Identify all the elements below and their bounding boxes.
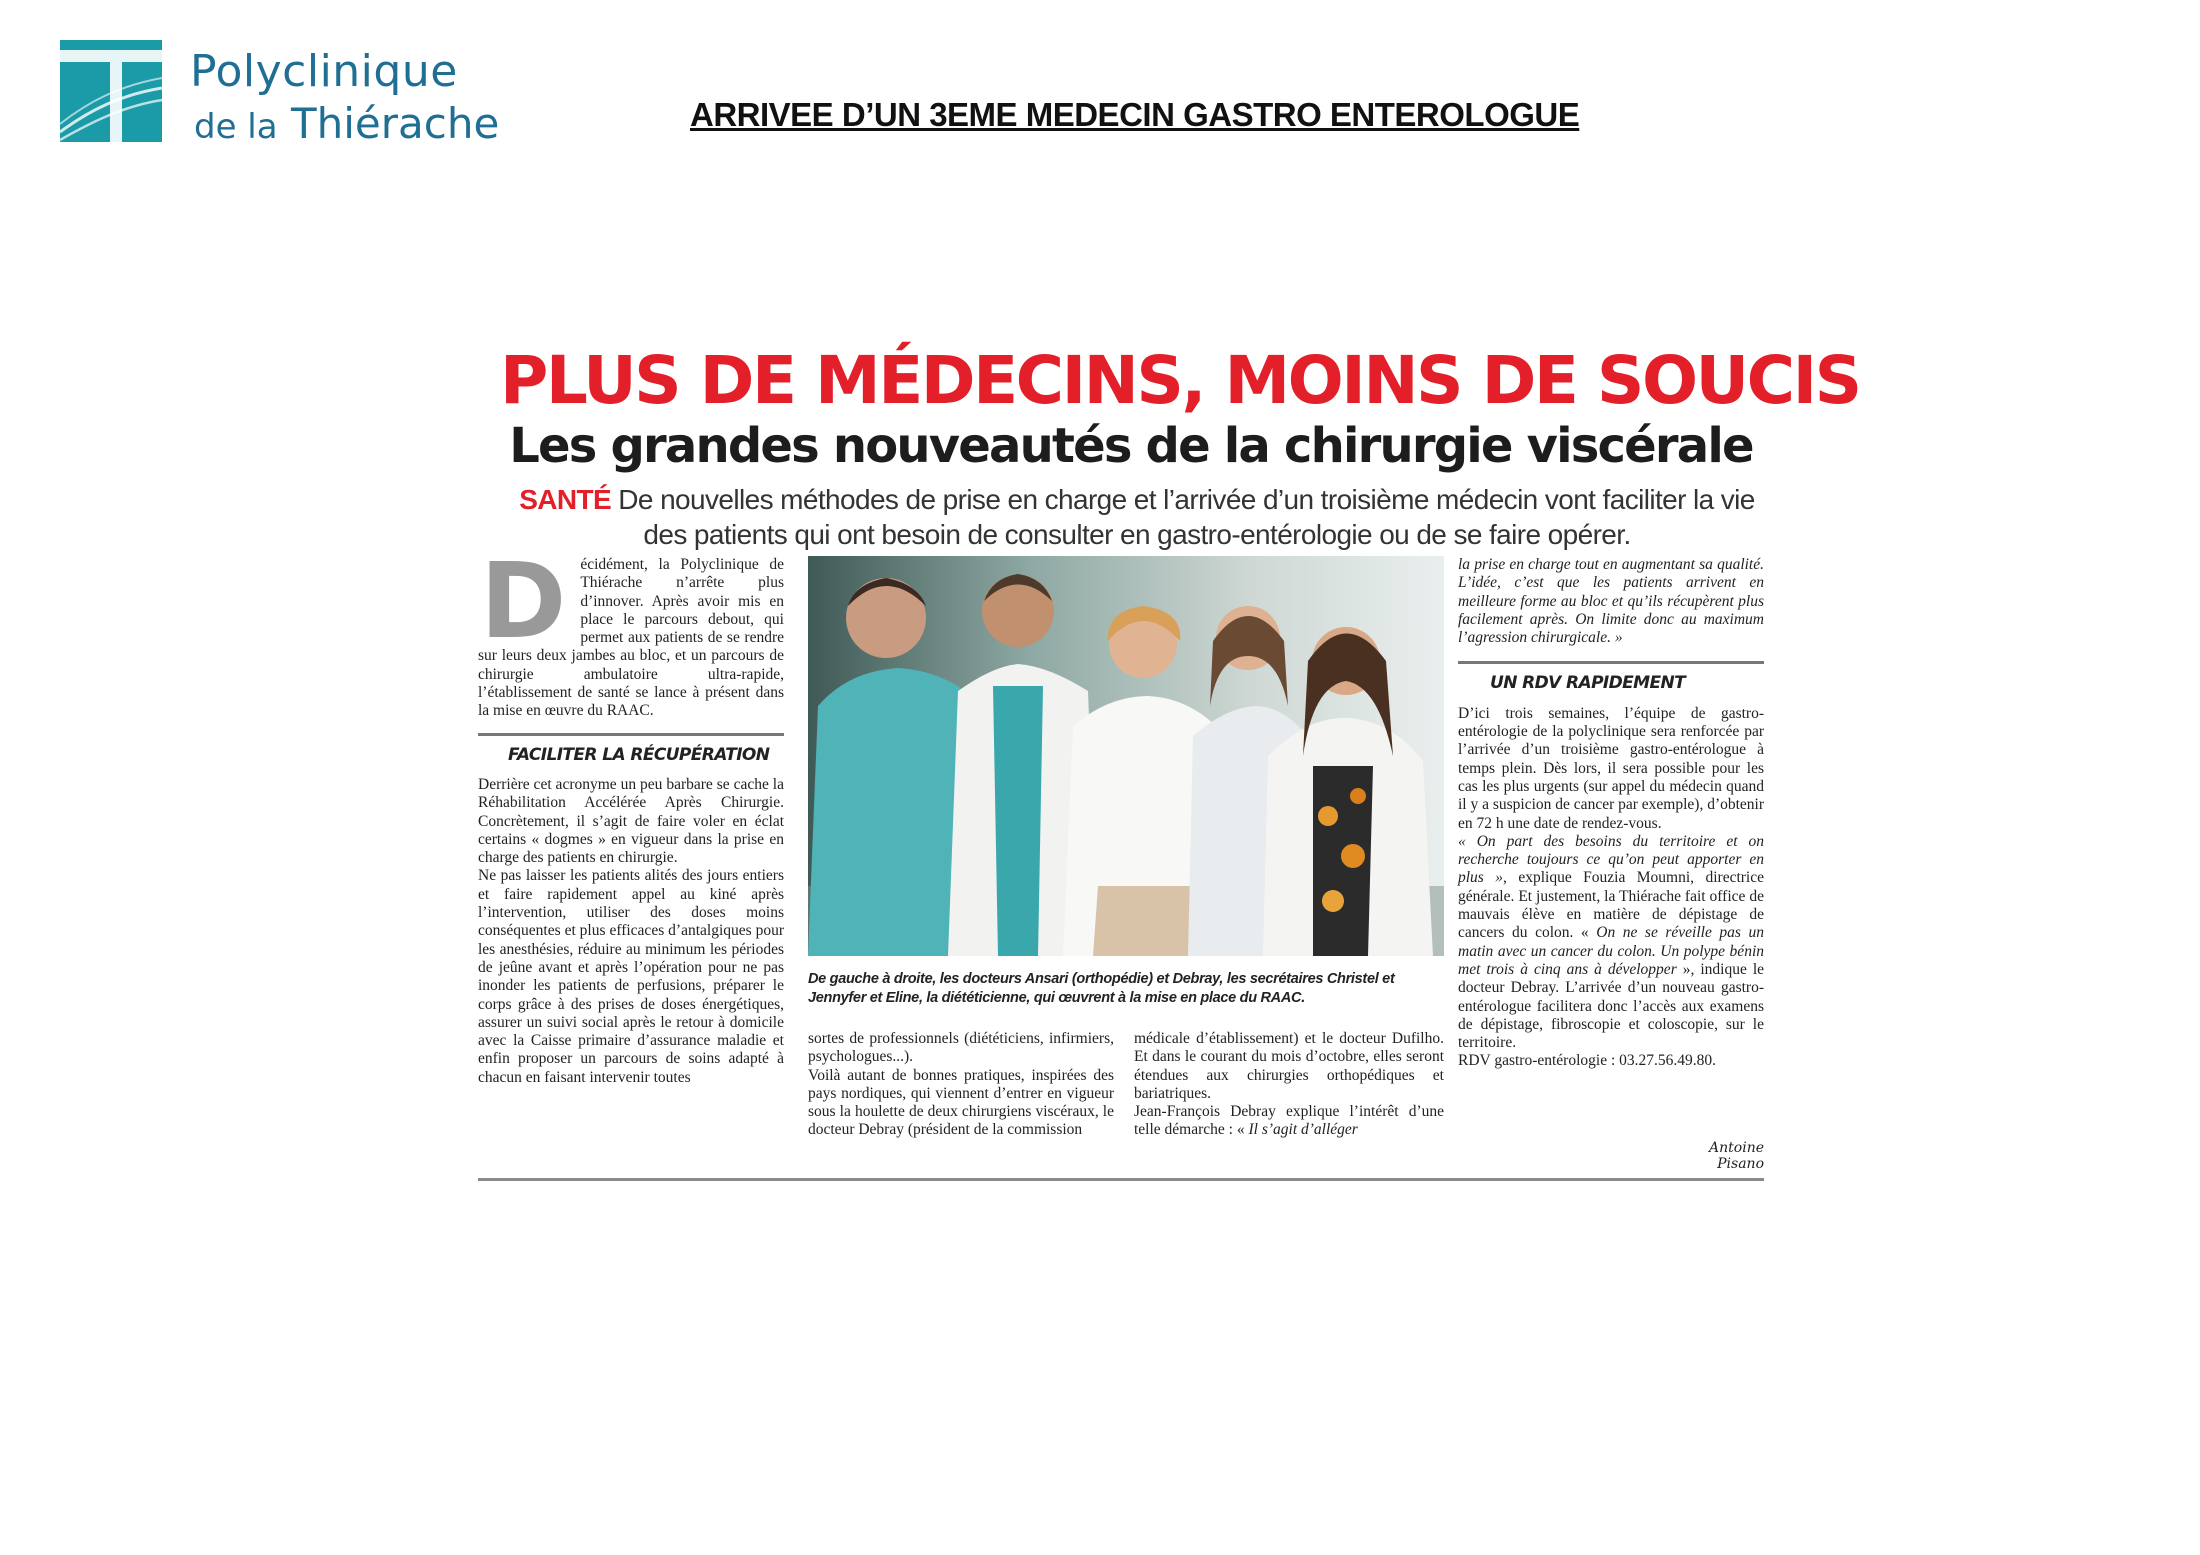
col2a-paragraph-2: Voilà autant de bonnes pratiques, inspirées des pays nordiques, qui viennent d’entrer en vigueur sous la houlette de deux chirurgiens viscéraux, le docteur Debray (président de la commission xyxy=(808,1066,1114,1139)
article-kicker: SANTÉ xyxy=(519,484,612,515)
article-column-3 xyxy=(1458,556,1764,1071)
section2-text-3: », indique le docteur Debray. L’arrivée d’un nouveau gastro-entérologue facilitera donc l’accès aux examens de dépistage, fibroscopie et coloscopie, sur le territoire. xyxy=(1458,960,1765,1052)
section2-paragraph-4: RDV gastro-entérologie : 03.27.56.49.80. xyxy=(1458,1052,1717,1070)
col2a-paragraph-1: sortes de professionnels (diététiciens, infirmiers, psychologues...). xyxy=(808,1030,1114,1066)
logo-line1: Polyclinique xyxy=(190,46,458,97)
col3-quote: la prise en charge tout en augmentant sa qualité. L’idée, c’est que les patients arrivent en meilleure forme au bloc et qu’ils récupèrent plus facilement après. On limite donc au maximum l’agression chirurgicale. » xyxy=(1458,556,1764,647)
article-standfirst xyxy=(502,482,1772,552)
section-heading-rdv: UN RDV RAPIDEMENT xyxy=(1458,661,1764,692)
author-signature: Antoine Pisano xyxy=(1709,1140,1764,1172)
article-column-1 xyxy=(478,540,784,1087)
logo-line2 xyxy=(190,98,499,153)
article-subhead: Les grandes nouveautés de la chirurgie viscérale xyxy=(509,418,1753,474)
polyclinique-logo xyxy=(60,40,520,160)
section1-paragraph-1: Derrière cet acronyme un peu barbare se cache la Réhabilitation Accélérée Après Chirurgie. Concrètement, il s’agit de faire voler en éclat certains « dogmes » en vigueur dans la prise en charge des patients en chirurgie. xyxy=(478,775,784,867)
section-heading-recuperation: FACILITER LA RÉCUPÉRATION xyxy=(478,733,784,764)
section1-paragraph-2: Ne pas laisser les patients alités des jours entiers et faire rapidement appel au kiné après l’intervention, utiliser des doses moins conséquentes et plus efficaces d’antalgiques pour les anesthésies, réduire au minimum les périodes de jeûne avant et après l’opération pour ne pas inonder les patients de perfusions, préparer le corps grâce à des prises de doses énergétiques, assurer un suivi social après le retour à domicile avec la Caisse primaire d’assurance maladie et enfin proposer un parcours de soins adapté à chacun en faisant intervenir toutes xyxy=(478,867,784,1086)
team-photo xyxy=(808,556,1444,956)
section2-paragraph-2 xyxy=(1458,833,1764,1053)
article-standfirst-text: De nouvelles méthodes de prise en charge et l’arrivée d’un troisième médecin vont faciliter la vie des patients qui ont besoin de consulter en gastro-entérologie ou de se faire opérer. xyxy=(618,484,1755,550)
col2b-paragraph-2 xyxy=(1134,1103,1444,1140)
bottom-rule xyxy=(478,1178,1764,1181)
photo-caption: De gauche à droite, les docteurs Ansari (orthopédie) et Debray, les secrétaires Christel et Jennyfer et Eline, la diététicienne, qui œuvrent à la mise en place du RAAC. xyxy=(808,971,1395,1006)
newspaper-article xyxy=(478,330,1860,1190)
section2-text-2: , explique Fouzia Moumni, directrice générale. Et justement, la Thiérache fait office de mauvais élève en matière de dépistage de cancers du colon. « xyxy=(1458,869,1764,942)
document-title: ARRIVEE D’UN 3EME MEDECIN GASTRO ENTEROLOGUE xyxy=(690,96,1580,133)
article-column-2a xyxy=(808,1030,1114,1140)
section2-paragraph-1: D’ici trois semaines, l’équipe de gastro-entérologie de la polyclinique sera renforcée par l’arrivée d’un troisième gastro-entérologue à temps plein. Dès lors, il sera possible pour les cas les plus urgents (sur appel du médecin quand il y a suspicion de cancer par exemple), d’obtenir en 72 h une date de rendez-vous. xyxy=(1458,704,1765,832)
logo-wordmark xyxy=(190,46,499,153)
col2b-paragraph-1: médicale d’établissement) et le docteur Dufilho. Et dans le courant du mois d’octobre, elles seront étendues aux chirurgies orthopédiques et bariatriques. xyxy=(1134,1030,1444,1102)
article-headline: PLUS DE MÉDECINS, MOINS DE SOUCIS xyxy=(500,342,1860,419)
dropcap: D xyxy=(480,540,567,662)
polyclinique-logo-icon xyxy=(60,40,162,142)
article-column-2b xyxy=(1134,1030,1444,1140)
section2-quote-1: « On part des besoins du territoire et on recherche toujours ce qu’on peut apporter en plus » xyxy=(1458,832,1764,887)
article-intro: écidément, la Polyclinique de Thiérache n’arrête plus d’innover. Après avoir mis en place le parcours debout, qui permet aux patients de se rendre sur leurs deux jambes au bloc, et un parcours de chirurgie ambulatoire ultra-rapide, l’établissement de santé se lance à présent dans la mise en œuvre du RAAC. xyxy=(478,556,784,720)
logo-line2-big: Thiérache xyxy=(290,99,500,148)
col2b-lead: Jean-François Debray explique l’intérêt d’une telle démarche : « xyxy=(1134,1103,1444,1139)
section2-quote-2: On ne se réveille pas un matin avec un cancer du colon. Un polype bénin met trois à cinq ans à développer xyxy=(1458,924,1764,978)
col2b-quote: Il s’agit d’alléger xyxy=(1248,1121,1358,1139)
logo-line2-small: de la xyxy=(194,107,278,147)
